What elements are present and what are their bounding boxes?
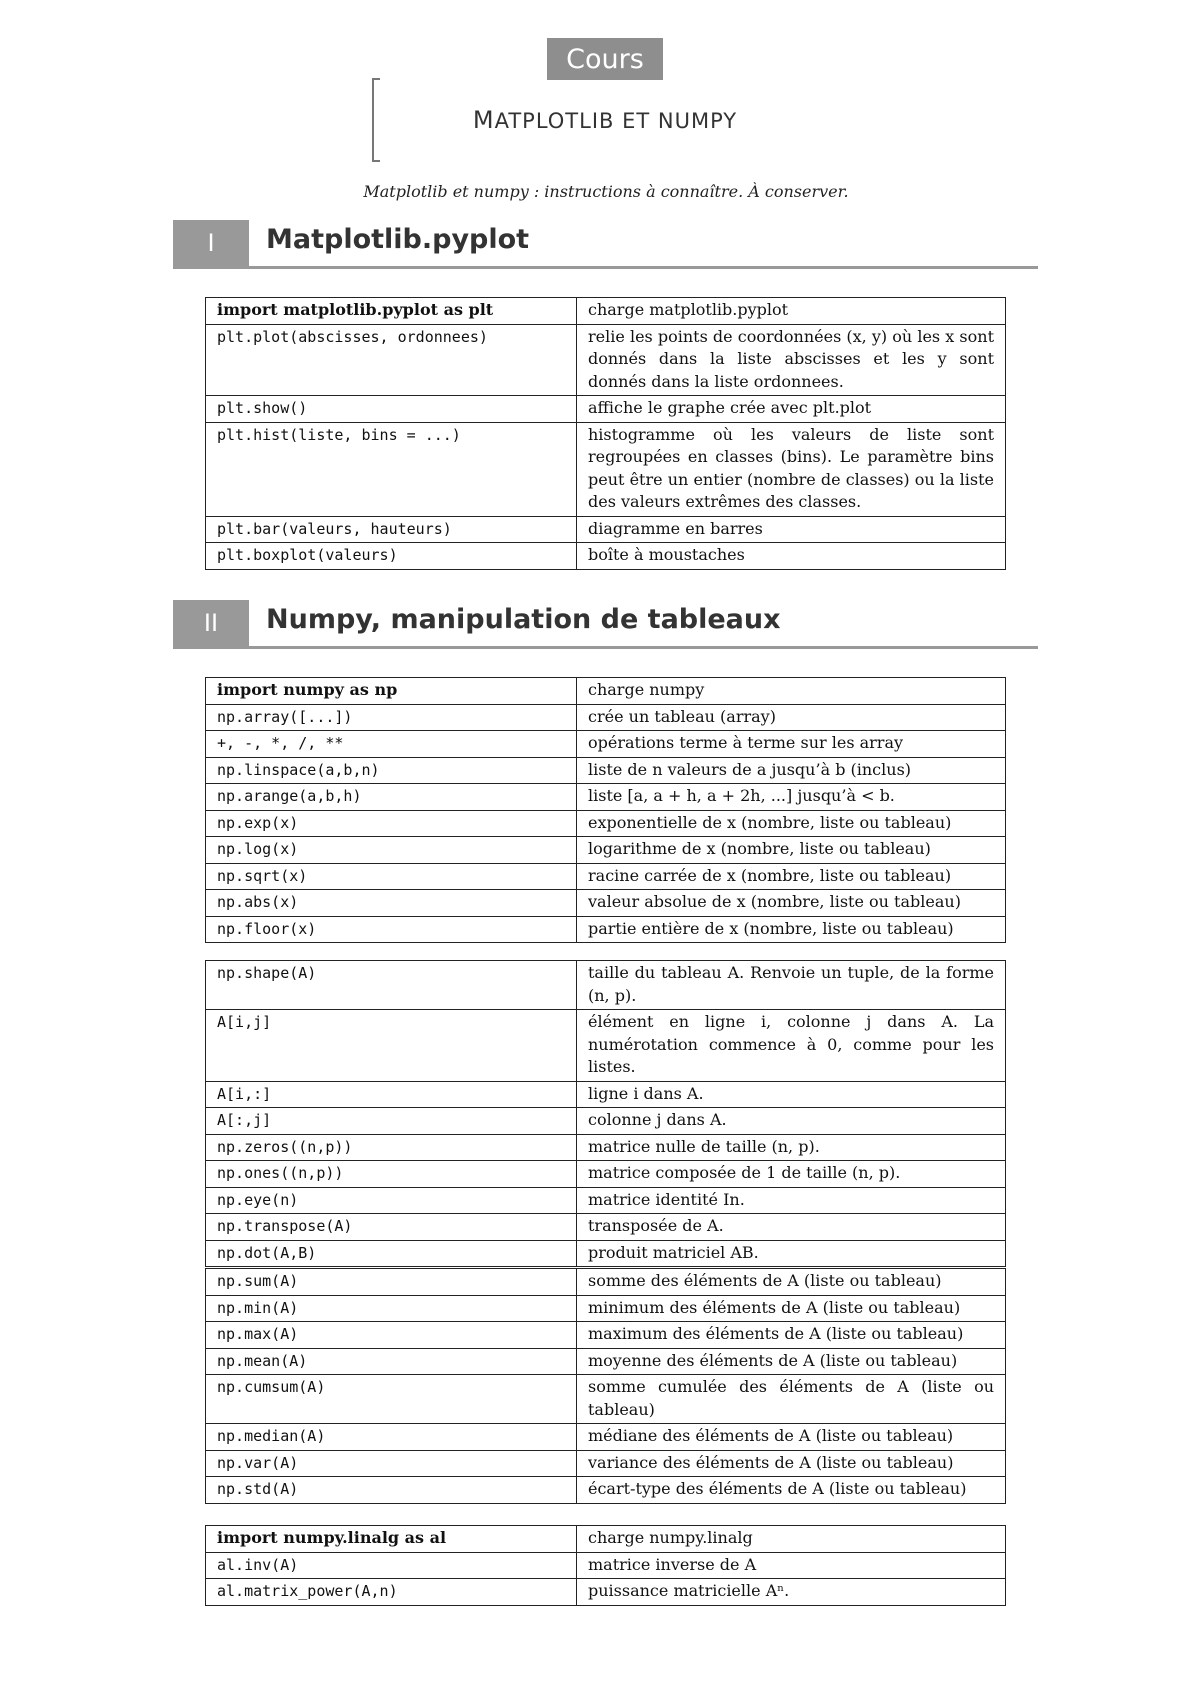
table-row [206,1526,1006,1553]
description-cell: liste [a, a + h, a + 2h, ...] jusqu’à < b. [577,784,1006,811]
description-cell: charge numpy.linalg [577,1526,1006,1553]
section-header-2 [173,600,1038,649]
description-cell: ligne i dans A. [577,1081,1006,1108]
instruction-cell: import matplotlib.pyplot as plt [206,298,577,325]
table-numpy-linalg [205,1525,1006,1606]
table-numpy-arrays [205,960,1006,1267]
instruction-cell: plt.plot(abscisses, ordonnees) [206,324,577,396]
instruction-cell: np.median(A) [206,1424,577,1451]
instruction-cell: al.inv(A) [206,1552,577,1579]
description-cell: taille du tableau A. Renvoie un tuple, de la forme (n, p). [577,961,1006,1010]
instruction-cell: A[:,j] [206,1108,577,1135]
table-row [206,961,1006,1010]
instruction-cell: import numpy.linalg as al [206,1526,577,1553]
table-matplotlib [205,297,1006,570]
table-row [206,1579,1006,1606]
table-numpy-basics [205,677,1006,943]
table-row [206,1240,1006,1267]
description-cell: médiane des éléments de A (liste ou tableau) [577,1424,1006,1451]
description-cell: somme des éléments de A (liste ou tableau) [577,1269,1006,1296]
description-cell: valeur absolue de x (nombre, liste ou tableau) [577,890,1006,917]
description-cell: maximum des éléments de A (liste ou tableau) [577,1322,1006,1349]
description-cell: somme cumulée des éléments de A (liste ou tableau) [577,1375,1006,1424]
description-cell: écart-type des éléments de A (liste ou tableau) [577,1477,1006,1504]
instruction-cell: al.matrix_power(A,n) [206,1579,577,1606]
table-row [206,916,1006,943]
document-title [380,106,830,134]
instruction-cell: plt.hist(liste, bins = ...) [206,422,577,516]
table-row [206,1477,1006,1504]
table-row [206,837,1006,864]
description-cell: relie les points de coordonnées (x, y) où les x sont donnés dans la liste abscisses et les y sont donnés dans la liste ordonnees. [577,324,1006,396]
description-cell: minimum des éléments de A (liste ou tableau) [577,1295,1006,1322]
instruction-cell: np.floor(x) [206,916,577,943]
description-cell: histogramme où les valeurs de liste sont regroupées en classes (bins). Le paramètre bins peut être un entier (nombre de classes) ou la liste des valeurs extrêmes des classes. [577,422,1006,516]
description-cell: exponentielle de x (nombre, liste ou tableau) [577,810,1006,837]
description-cell: matrice identité In. [577,1187,1006,1214]
table-row [206,704,1006,731]
instruction-cell: np.mean(A) [206,1348,577,1375]
description-cell: diagramme en barres [577,516,1006,543]
instruction-cell: +, -, *, /, ** [206,731,577,758]
description-cell: moyenne des éléments de A (liste ou tableau) [577,1348,1006,1375]
description-cell: matrice nulle de taille (n, p). [577,1134,1006,1161]
table-numpy-stats [205,1268,1006,1504]
description-cell: liste de n valeurs de a jusqu’à b (inclus) [577,757,1006,784]
table-row [206,810,1006,837]
description-cell: charge matplotlib.pyplot [577,298,1006,325]
title-initial: M [472,106,495,134]
description-cell: logarithme de x (nombre, liste ou tableau) [577,837,1006,864]
table-row [206,890,1006,917]
table-row [206,396,1006,423]
table-row [206,1348,1006,1375]
description-cell: charge numpy [577,678,1006,705]
description-cell: matrice inverse de A [577,1552,1006,1579]
description-cell: transposée de A. [577,1214,1006,1241]
title-bracket [372,78,374,162]
table-row [206,298,1006,325]
instruction-cell: np.exp(x) [206,810,577,837]
title-rest: ATPLOTLIB ET NUMPY [494,109,738,133]
table-row [206,1081,1006,1108]
table-row [206,1214,1006,1241]
instruction-cell: np.sum(A) [206,1269,577,1296]
instruction-cell: np.cumsum(A) [206,1375,577,1424]
instruction-cell: np.std(A) [206,1477,577,1504]
instruction-cell: np.transpose(A) [206,1214,577,1241]
instruction-cell: np.linspace(a,b,n) [206,757,577,784]
description-cell: partie entière de x (nombre, liste ou tableau) [577,916,1006,943]
table-row [206,1134,1006,1161]
table-row [206,422,1006,516]
table-row [206,1552,1006,1579]
section-number: II [173,600,249,646]
table-row [206,784,1006,811]
document-subtitle: Matplotlib et numpy : instructions à connaître. À conserver. [363,182,849,201]
table-row [206,1269,1006,1296]
description-cell: boîte à moustaches [577,543,1006,570]
instruction-cell: A[i,:] [206,1081,577,1108]
table-row [206,324,1006,396]
table-row [206,1450,1006,1477]
table-row [206,1010,1006,1082]
section-header-1 [173,220,1038,269]
table-row [206,1375,1006,1424]
section-number: I [173,220,249,266]
instruction-cell: np.min(A) [206,1295,577,1322]
instruction-cell: np.array([...]) [206,704,577,731]
instruction-cell: plt.boxplot(valeurs) [206,543,577,570]
instruction-cell: np.max(A) [206,1322,577,1349]
table-row [206,863,1006,890]
instruction-cell: np.log(x) [206,837,577,864]
section-title: Numpy, manipulation de tableaux [266,604,781,635]
table-row [206,731,1006,758]
instruction-cell: np.sqrt(x) [206,863,577,890]
instruction-cell: plt.show() [206,396,577,423]
description-cell: élément en ligne i, colonne j dans A. La numérotation commence à 0, comme pour les listes. [577,1010,1006,1082]
table-row [206,1424,1006,1451]
description-cell: produit matriciel AB. [577,1240,1006,1267]
instruction-cell: np.var(A) [206,1450,577,1477]
instruction-cell: plt.bar(valeurs, hauteurs) [206,516,577,543]
table-row [206,1322,1006,1349]
table-row [206,1108,1006,1135]
section-title: Matplotlib.pyplot [266,224,530,255]
description-cell: affiche le graphe crée avec plt.plot [577,396,1006,423]
description-cell: variance des éléments de A (liste ou tableau) [577,1450,1006,1477]
instruction-cell: import numpy as np [206,678,577,705]
description-cell: puissance matricielle Aⁿ. [577,1579,1006,1606]
table-row [206,1161,1006,1188]
table-row [206,757,1006,784]
instruction-cell: np.arange(a,b,h) [206,784,577,811]
instruction-cell: np.ones((n,p)) [206,1161,577,1188]
instruction-cell: np.eye(n) [206,1187,577,1214]
description-cell: matrice composée de 1 de taille (n, p). [577,1161,1006,1188]
description-cell: racine carrée de x (nombre, liste ou tableau) [577,863,1006,890]
table-row [206,543,1006,570]
table-row [206,678,1006,705]
instruction-cell: A[i,j] [206,1010,577,1082]
table-row [206,1187,1006,1214]
table-row [206,1295,1006,1322]
instruction-cell: np.zeros((n,p)) [206,1134,577,1161]
instruction-cell: np.shape(A) [206,961,577,1010]
course-badge: Cours [547,38,663,80]
description-cell: opérations terme à terme sur les array [577,731,1006,758]
instruction-cell: np.abs(x) [206,890,577,917]
description-cell: colonne j dans A. [577,1108,1006,1135]
description-cell: crée un tableau (array) [577,704,1006,731]
instruction-cell: np.dot(A,B) [206,1240,577,1267]
table-row [206,516,1006,543]
